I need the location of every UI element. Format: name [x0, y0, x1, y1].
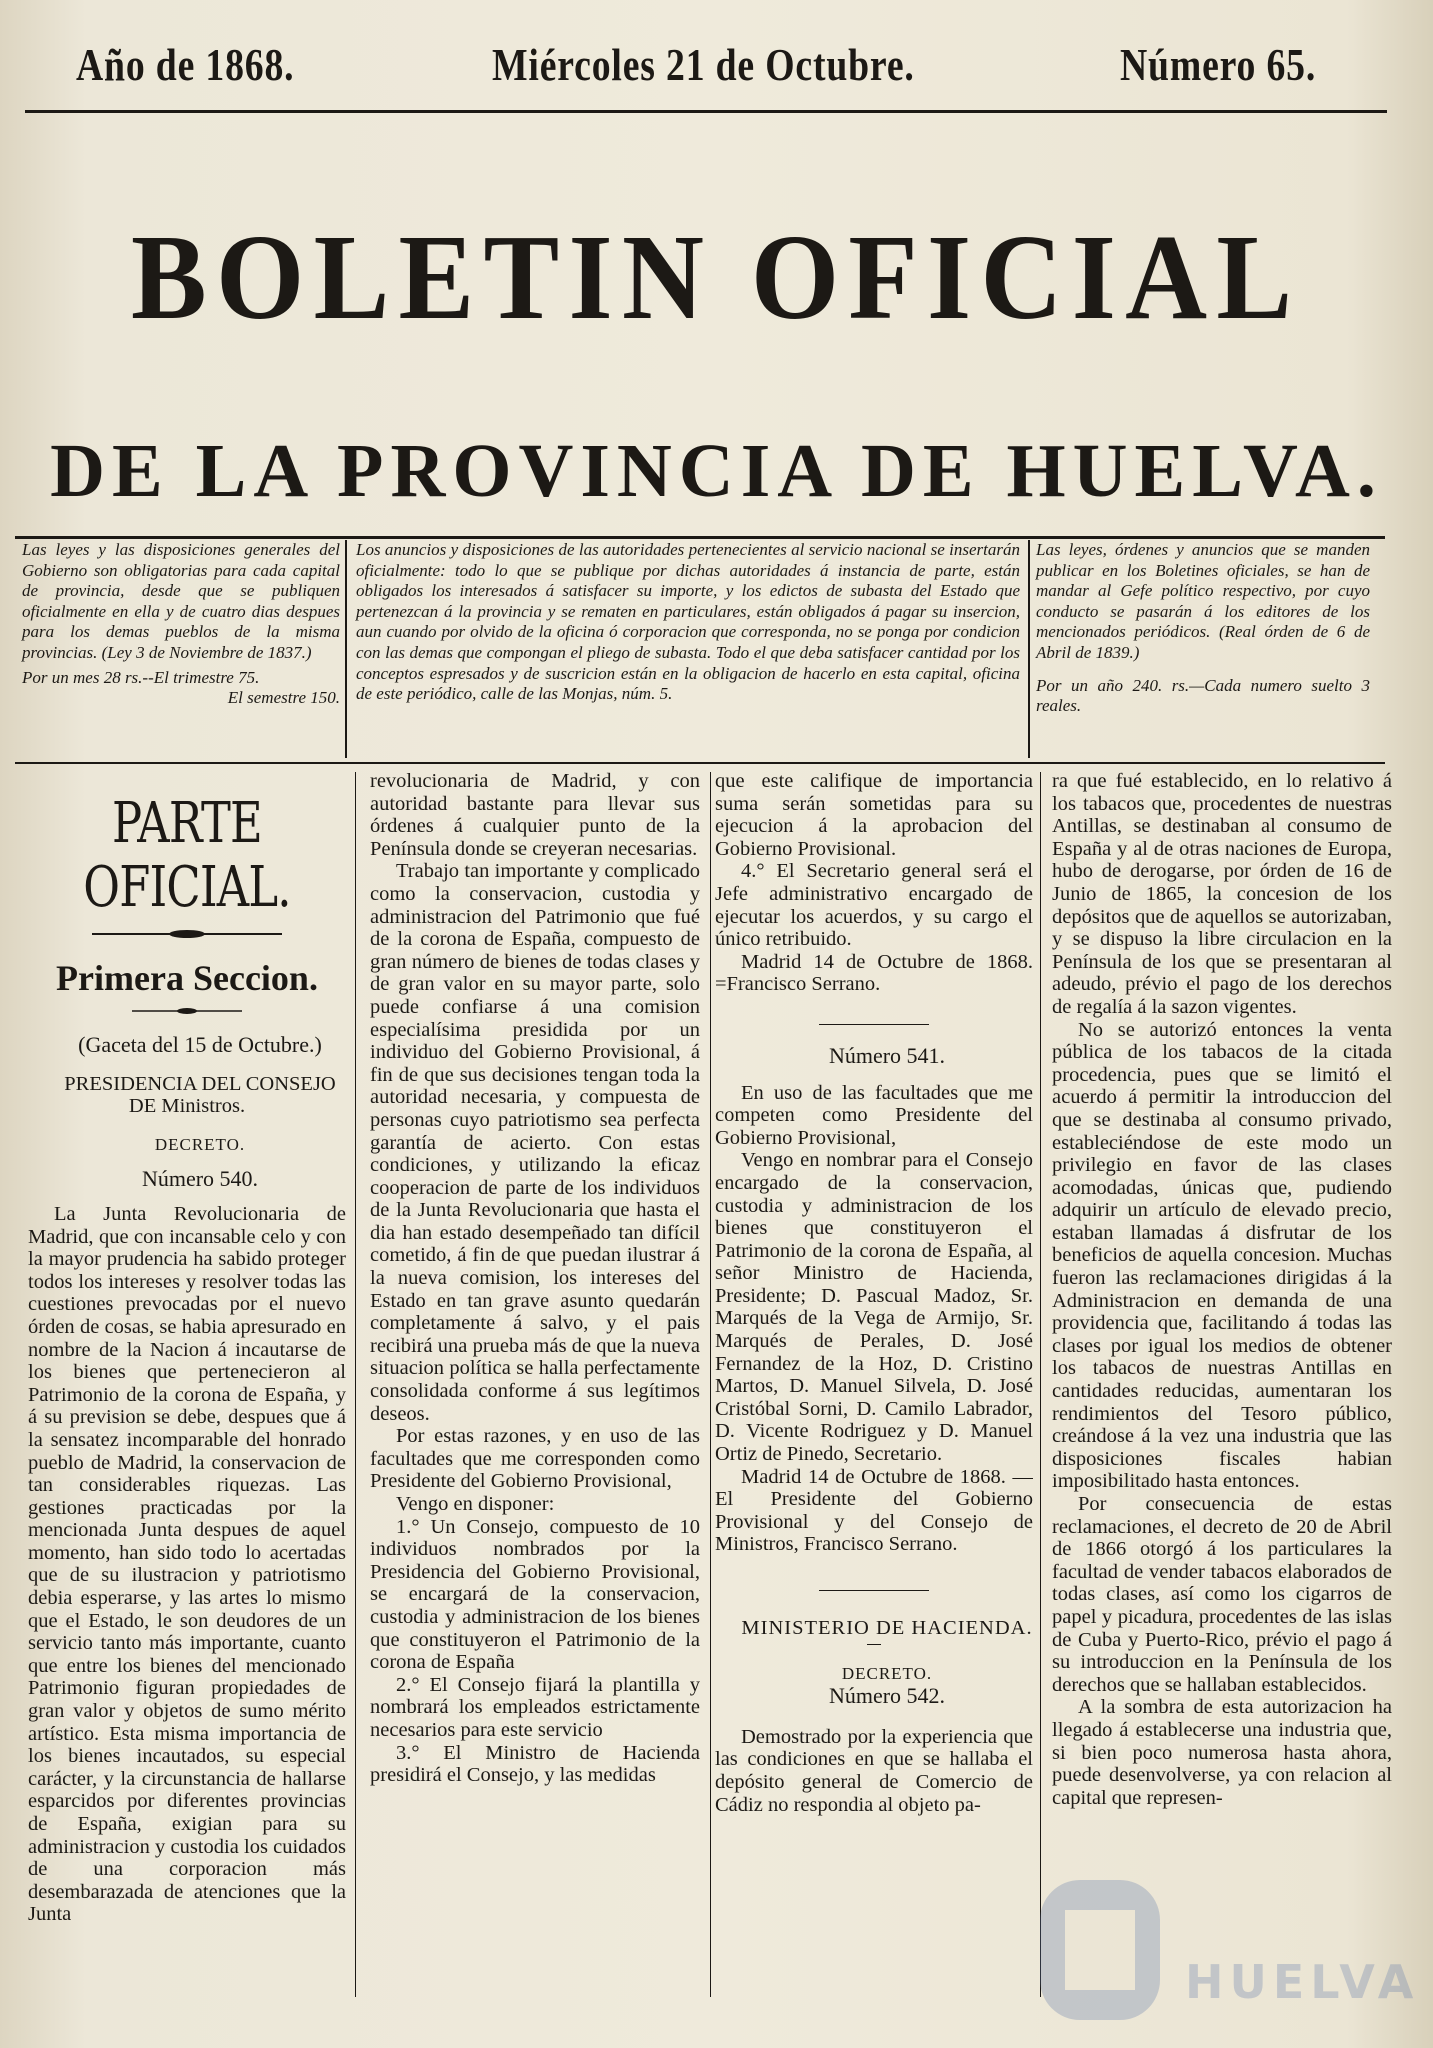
col2-article-3: 3.° El Ministro de Hacienda presidirá el Consejo, y las medidas — [370, 1741, 700, 1787]
archive-watermark — [1020, 1850, 1420, 2030]
column-3 — [715, 770, 1033, 1990]
col4-paragraph-1: ra que fué establecido, en lo relativo á los tabacos que, procedentes de nuestras Antillas, se destinaban al consumo de España y al de otras naciones de Europa, hubo de derogarse, por órden de 16 de Junio de 1865, la concesion de los depósitos que de aquellos se autorizaban, y se dispuso la libre circulacion en la Península de los que se presentaran al adeudo, prévio el pago de los derechos de regalía á la sazon vigentes. — [1052, 770, 1392, 1018]
masthead — [40, 30, 1370, 90]
watermark-text: HUELVA — [1185, 1955, 1420, 2009]
separator-rule-2 — [819, 1590, 929, 1591]
column-1 — [28, 770, 346, 1990]
notice-left-text: Las leyes y las disposiciones generales del Gobierno son obligatorias para cada capital de provincia, desde que se publiquen oficialmente en ella y de cuatro dias despues para los demas pueblos de la misma provincias. (Ley 3 de Noviembre de 1837.) — [22, 540, 340, 662]
col3-signature-2: Madrid 14 de Octubre de 1868. —El Presidente del Gobierno Provisional y del Consejo de Ministros, Francisco Serrano. — [715, 1465, 1033, 1556]
ornament-divider — [28, 928, 346, 940]
column-divider-3 — [1040, 772, 1041, 1997]
masthead-rule — [25, 110, 1387, 113]
masthead-number: Número 65. — [1120, 39, 1317, 90]
presidencia-heading: PRESIDENCIA DEL CONSEJO DE Ministros. — [64, 1072, 336, 1118]
decree-number-542: Número 542. — [828, 1683, 946, 1709]
decree-540-body: La Junta Revolucionaria de Madrid, que con incansable celo y con la mayor prudencia ha sabido proteger todos los intereses y resolver todas las cuestiones prevocadas por el nuevo órden de cosas, se habia apresurado en nombre de la Nacion á incautarse de los bienes que pertenecieron al Patrimonio de la corona de España, y á su prevision se debe, despues que á la sensatez incomparable del honrado pueblo de Madrid, la conservacion de tan considerables riquezas. Las gestiones practicadas por la mencionada Junta despues de aquel momento, han sido todo lo acertadas que de su ilustracion y patriotismo debia esperarse, y las artes lo mismo que el Estado, le son deudores de un servicio tanto más importante, cuanto que entre los bienes del mencionado Patrimonio figuran propiedades de gran valor y objetos de sumo mérito artístico. Esta misma importancia de los bienes incautados, su especial carácter, y la circunstancia de hallarse esparcidos por diferentes provincias de España, exigian para su administracion y custodia los cuidados de una corporacion más desembarazada de atenciones que la Junta — [28, 1202, 346, 1926]
notice-left-price-1: Por un mes 28 rs.--El trimestre 75. — [22, 667, 260, 687]
col4-paragraph-2: No se autorizó entonces la venta pública de los tabacos de la citada procedencia, pues que se limitó el acuerdo á permitir la introduccion del que se destinaba al consumo privado, estableciéndose de este modo un privilegio en favor de las clases acomodadas, únicas que, pudiendo adquirir un artículo de elevado precio, estaban llamadas á disfrutar de los beneficios de aquella concesion. Muchas fueron las reclamaciones dirigidas á la Administracion en demanda de una providencia que, facilitando á todas las clases por igual los medios de obtener los tabacos de nuestras Antillas en cantidades reducidas, aumentaran los rendimientos del Tesoro público, creándose á la vez una industria que las disposiciones fiscales habian imposibilitado hasta entonces. — [1052, 1018, 1392, 1493]
separator-rule-3 — [867, 1644, 881, 1645]
decree-number-540: Número 540. — [141, 1166, 259, 1192]
column-2 — [370, 770, 700, 1990]
notice-center-text: Los anuncios y disposiciones de las autoridades pertenecientes al servicio nacional se insertarán oficialmente: todo lo que se publique por dichas autoridades á instancia de parte, están obligados los interesados á satisfacer su importe, y los edictos de subasta del Estado que pertenezcan á la provincia y se rematen en particulares, están obligados á pagar su insercion, aun cuando por olvido de la oficina ó corporacion que corresponda, no se ponga por condicion con las demas que compongan el pliego de subasta. Todo el que deba satisfacer cantidad por los conceptos espresados y de suscricion están en la obligacion de hacerlo en esta capital, oficina de este periódico, calle de las Monjas, núm. 5. — [356, 540, 1020, 704]
notice-divider-right — [1028, 540, 1030, 758]
col2-paragraph-4: Vengo en disponer: — [396, 1493, 555, 1515]
notice-top-rule — [15, 536, 1385, 539]
col2-paragraph-1: revolucionaria de Madrid, y con autoridad bastante para llevar sus órdenes á cualquier punto de la Península donde se creyeran necesarias. — [370, 770, 700, 860]
col2-article-2: 2.° El Consejo fijará la plantilla y nombrará los empleados estrictamente necesarios para este servicio — [370, 1673, 700, 1741]
col3-paragraph-5: Vengo en nombrar para el Consejo encargado de la conservacion, custodia y administracion de los bienes que constituyeron el Patrimonio de la corona de España, al señor Ministro de Hacienda, Presidente; D. Pascual Madoz, Sr. Marqués de la Vega de Armijo, Sr. Marqués de Perales, D. José Fernandez de la Hoz, D. Cristino Martos, D. Manuel Silvela, D. José Cristóbal Sorni, D. Camilo Labrador, D. Vicente Rodriguez y D. Manuel Ortiz de Pinedo, Secretario. — [715, 1149, 1033, 1466]
masthead-year: Año de 1868. — [76, 39, 295, 90]
notice-left — [22, 540, 340, 709]
seccion-heading: Primera Seccion. — [56, 958, 318, 998]
col3-paragraph-4: En uso de las facultades que me competen como Presidente del Gobierno Provisional, — [715, 1081, 1033, 1149]
col3-paragraph-1: que este califique de importancia suma serán sometidas para su ejecucion á la aprobacion del Gobierno Provisional. — [715, 770, 1033, 860]
title-line-1: BOLETIN OFICIAL — [131, 210, 1302, 345]
watermark-emblem-icon — [1020, 1850, 1180, 2030]
decreto-heading: DECRETO. — [154, 1134, 246, 1154]
col2-paragraph-2: Trabajo tan importante y complicado como la conservacion, custodia y administracion del Patrimonio que fué de la corona de España, compuesto de gran número de bienes de todas clases y de gran valor en su mayor parte, solo puede confiarse á una comision especialísima presidida por un individuo del Gobierno Provisional, á fin de que sus decisiones tengan toda la autoridad necesaria, y compuesta de personas cuyo patriotismo sea perfecta garantía de acierto. Con estas condiciones, y utilizando la eficaz cooperacion de parte de los individuos de la Junta Revolucionaria que hasta el dia han estado desempeñado tan difícil cometido, á fin de que puedan ilustrar á la nueva comision, los intereses del Estado en tan grave asunto quedarán completamente á salvo, y el pais recibirá una prueba más de que la nueva situacion política se halla perfectamente consolidada conforme á sus legítimos deseos. — [370, 860, 700, 1425]
ornament-divider-small — [28, 1006, 346, 1016]
col2-paragraph-3: Por estas razones, y en uso de las facultades que me corresponden como Presidente del Gobierno Provisional, — [370, 1425, 700, 1493]
newspaper-title — [0, 208, 1433, 348]
col4-paragraph-4: A la sombra de esta autorizacion ha llegado á establecerse una industria que, si bien poco numerosa hasta ahora, puede desenvolverse, ya con relacion al capital que represen- — [1052, 1696, 1392, 1809]
newspaper-subtitle: DE LA PROVINCIA DE HUELVA. — [50, 429, 1383, 513]
col3-signature-1: Madrid 14 de Octubre de 1868. =Francisco Serrano. — [715, 950, 1033, 996]
col3-paragraph-7: Demostrado por la experiencia que las condiciones en que se hallaba el depósito general de Comercio de Cádiz no respondia al objeto pa- — [715, 1725, 1033, 1816]
notice-divider-left — [345, 540, 347, 758]
notice-center — [356, 540, 1020, 705]
ministerio-heading: MINISTERIO DE HACIENDA. — [741, 1617, 1033, 1639]
separator-rule-1 — [819, 1024, 929, 1025]
decreto-heading-2: DECRETO. — [841, 1663, 933, 1683]
gaceta-reference: (Gaceta del 15 de Octubre.) — [78, 1032, 322, 1057]
decree-number-541: Número 541. — [828, 1042, 946, 1068]
notice-right — [1036, 540, 1370, 717]
notice-right-text: Las leyes, órdenes y anuncios que se manden publicar en los Boletines oficiales, se han de mandar al Gefe político respectivo, por cuyo conducto se pasarán á los editores de los mencionados periódicos. (Real órden de 6 de Abril de 1839.) — [1036, 540, 1370, 662]
notice-bottom-rule — [15, 762, 1385, 764]
col3-article-4: 4.° El Secretario general será el Jefe administrativo encargado de ejecutar los acuerdos, y su cargo el único retribuido. — [715, 860, 1033, 951]
notice-left-price-2: El semestre 150. — [227, 688, 340, 708]
notice-right-price: Por un año 240. rs.—Cada numero suelto 3 reales. — [1036, 675, 1370, 716]
col4-paragraph-3: Por consecuencia de estas reclamaciones, el decreto de 20 de Abril de 1866 otorgó á los particulares la facultad de vender tabacos elaborados de todas clases, así como los cigarros de papel y picadura, procedentes de las islas de Cuba y Puerto-Rico, prévio el pago á su introduccion en la Península de los derechos que se hallaban establecidos. — [1052, 1493, 1392, 1696]
column-divider-2 — [710, 772, 711, 1997]
parte-oficial-heading: PARTE OFICIAL. — [83, 791, 291, 920]
masthead-date: Miércoles 21 de Octubre. — [492, 39, 915, 90]
col2-article-1: 1.° Un Consejo, compuesto de 10 individuos nombrados por la Presidencia del Gobierno Provisional, se encargará de la conservacion, custodia y administracion de los bienes que constituyeron el Patrimonio de la corona de España — [370, 1515, 700, 1674]
column-divider-1 — [355, 772, 356, 1997]
column-4 — [1052, 770, 1392, 1990]
